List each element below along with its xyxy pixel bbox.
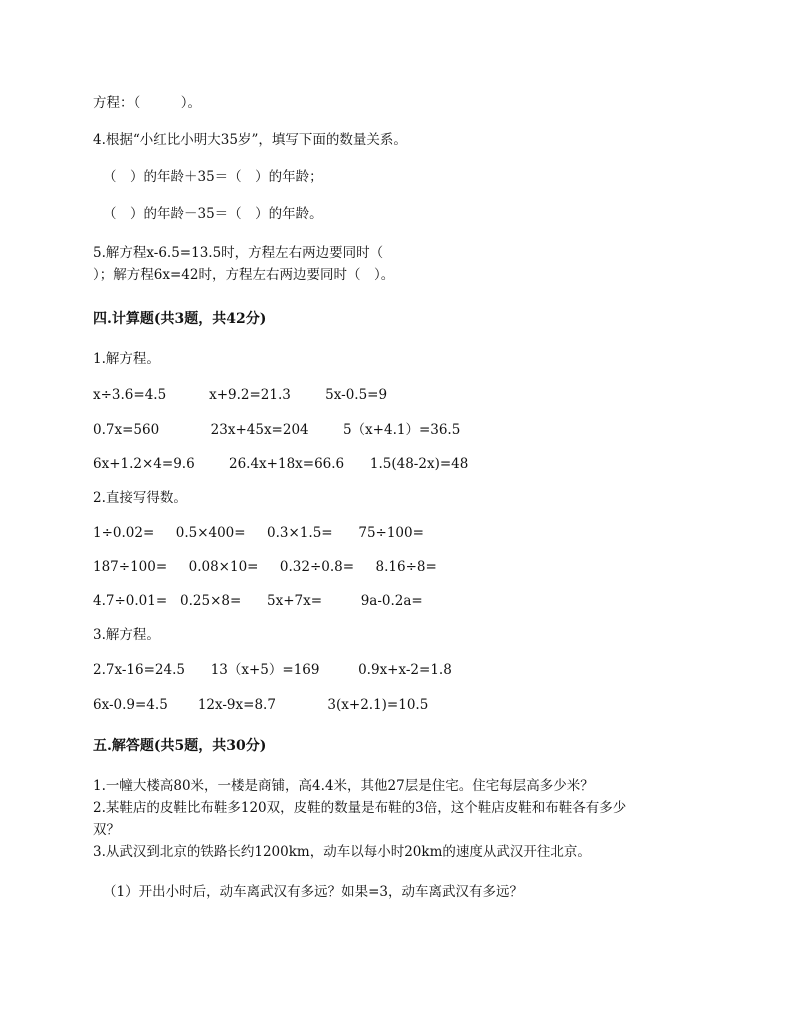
- calc-1-row-3: 6x+1.2×4=9.6 26.4x+18x=66.6 1.5(48-2x)=48: [93, 456, 469, 472]
- calc-2-row-2: 187÷100= 0.08×10= 0.32÷0.8= 8.16÷8=: [93, 559, 437, 575]
- calc-2-row-1: 1÷0.02= 0.5×400= 0.3×1.5= 75÷100=: [93, 525, 424, 541]
- calc-1-title: 1.解方程。: [93, 351, 160, 367]
- calc-3-row-2: 6x-0.9=4.5 12x-9x=8.7 3(x+2.1)=10.5: [93, 697, 429, 713]
- calc-1-row-2: 0.7x=560 23x+45x=204 5（x+4.1）=36.5: [93, 422, 461, 438]
- section-4-heading: 四.计算题(共3题，共42分): [93, 311, 267, 327]
- calc-2-title: 2.直接写得数。: [93, 490, 187, 506]
- equation-blank-line: 方程：（ ）。: [93, 95, 201, 111]
- calc-3-title: 3.解方程。: [93, 627, 160, 643]
- calc-1-row-1: x÷3.6=4.5 x+9.2=21.3 5x-0.5=9: [93, 387, 388, 403]
- question-4-relation-2: （ ）的年龄－35＝（ ）的年龄。: [103, 206, 323, 222]
- problem-3-line: 3.从武汉到北京的铁路长约1200km，动车以每小时20km的速度从武汉开往北京。: [93, 844, 591, 860]
- problem-2-line-2: 双？: [93, 822, 120, 838]
- question-4-relation-1: （ ）的年龄＋35＝（ ）的年龄；: [103, 169, 323, 185]
- problem-2-line-1: 2.某鞋店的皮鞋比布鞋多120双，皮鞋的数量是布鞋的3倍，这个鞋店皮鞋和布鞋各有多少: [93, 800, 627, 816]
- question-5-line-1: 5.解方程x-6.5=13.5时，方程左右两边要同时（: [93, 245, 384, 261]
- section-5-heading: 五.解答题(共5题，共30分): [93, 738, 267, 754]
- calc-3-row-1: 2.7x-16=24.5 13（x+5）=169 0.9x+x-2=1.8: [93, 662, 452, 678]
- question-4-prompt: 4.根据“小红比小明大35岁”，填写下面的数量关系。: [93, 132, 407, 148]
- problem-3-subquestion-1: （1）开出小时后，动车离武汉有多远？如果=3，动车离武汉有多远？: [103, 884, 523, 900]
- problem-1: 1.一幢大楼高80米，一楼是商铺，高4.4米，其他27层是住宅。住宅每层高多少米？: [93, 778, 594, 794]
- question-5-line-2: ）；解方程6x=42时，方程左右两边要同时（ ）。: [93, 267, 395, 283]
- calc-2-row-3: 4.7÷0.01= 0.25×8= 5x+7x= 9a-0.2a=: [93, 593, 423, 609]
